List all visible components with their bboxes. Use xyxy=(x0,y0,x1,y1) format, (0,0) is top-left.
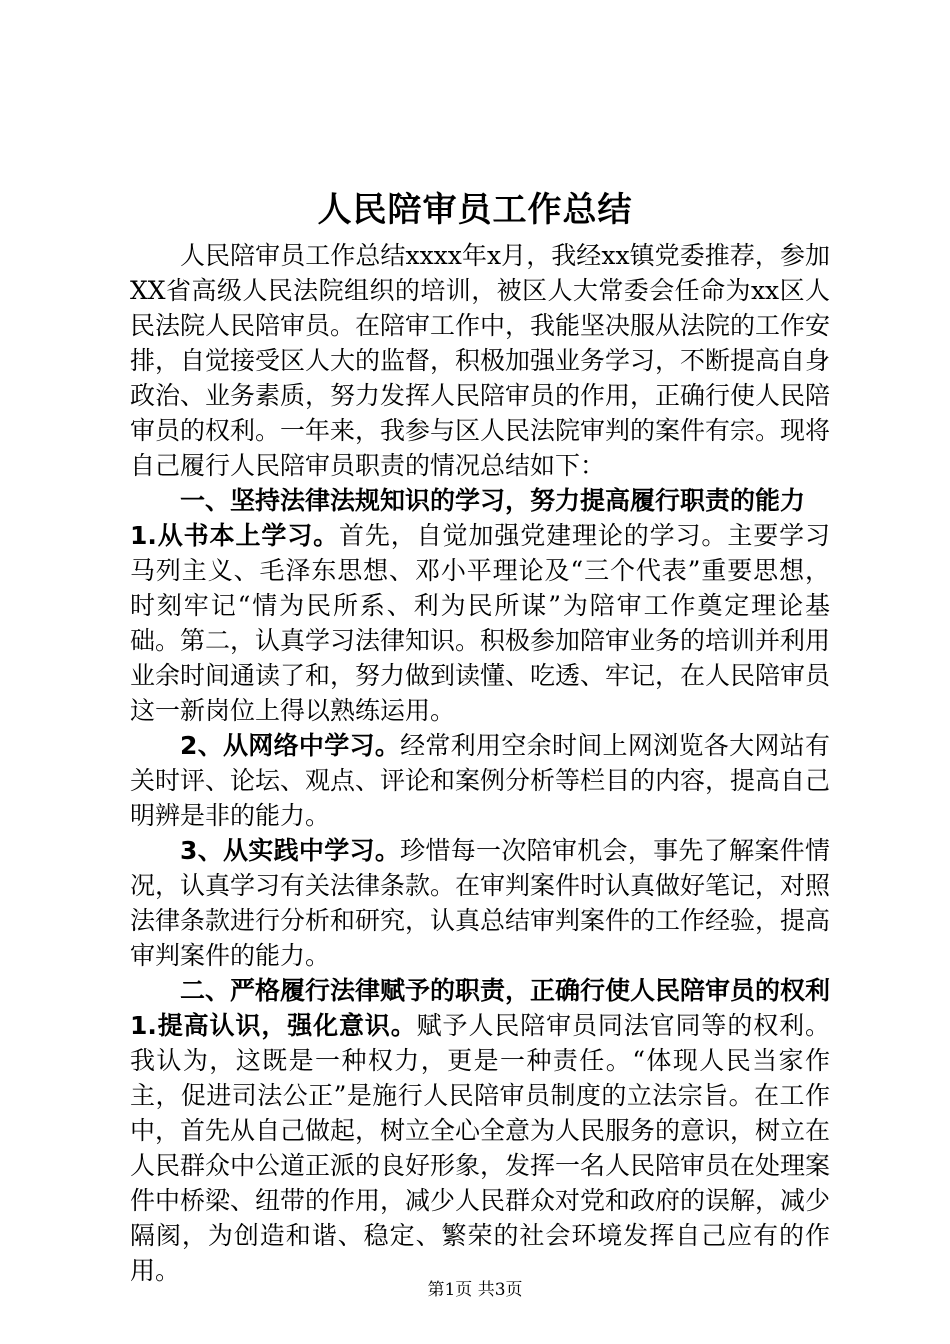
document-title: 人民陪审员工作总结 xyxy=(317,190,633,230)
bold-text-run: 二、严格履行法律赋予的职责，正确行使人民陪审员的权利1.提高认识，强化意识。 xyxy=(130,976,831,1040)
bold-text-run: 2、从网络中学习。 xyxy=(180,731,401,760)
body-paragraph xyxy=(130,483,830,518)
document-body xyxy=(130,238,830,1288)
text-run: 首先，自觉加强党建理论的学习。主要学习马列主义、毛泽东思想、邓小平理论及“三个代表”重要思想，时刻牢记“情为民所系、利为民所谋”为陪审工作奠定理论基础。第二，认真学习法律知识。积极参加陪审业务的培训并利用业余时间通读了和，努力做到读懂、吃透、牢记，在人民陪审员这一新岗位上得以熟练运用。 xyxy=(130,521,831,725)
text-run: 人民陪审员工作总结xxxx年x月，我经xx镇党委推荐，参加XX省高级人民法院组织的培训，被区人大常委会任命为xx区人民法院人民陪审员。在陪审工作中，我能坚决服从法院的工作安排，自觉接受区人大的监督，积极加强业务学习，不断提高自身政治、业务素质，努力发挥人民陪审员的作用，正确行使人民陪审员的权利。一年来，我参与区人民法院审判的案件有宗。现将自己履行人民陪审员职责的情况总结如下： xyxy=(130,241,831,480)
body-paragraph xyxy=(130,833,830,973)
bold-text-run: 一、坚持法律法规知识的学习，努力提高履行职责的能力 xyxy=(180,486,806,515)
page-footer: 第1页 共3页 xyxy=(427,1280,523,1300)
body-paragraph xyxy=(130,238,830,483)
text-run: 赋予人民陪审员同法官同等的权利。我认为，这既是一种权力，更是一种责任。“体现人民当家作主，促进司法公正”是施行人民陪审员制度的立法宗旨。在工作中，首先从自己做起，树立全心全意为人民服务的意识，树立在人民群众中公道正派的良好形象，发挥一名人民陪审员在处理案件中桥梁、纽带的作用，减少人民群众对党和政府的误解，减少隔阂，为创造和谐、稳定、繁荣的社会环境发挥自己应有的作用。 xyxy=(130,1011,831,1285)
bold-text-run: 3、从实践中学习。 xyxy=(180,836,401,865)
body-paragraph xyxy=(130,518,830,728)
body-paragraph xyxy=(130,728,830,833)
text-run: 珍惜每一次陪审机会，事先了解案件情况，认真学习有关法律条款。在审判案件时认真做好笔记，对照法律条款进行分析和研究，认真总结审判案件的工作经验，提高审判案件的能力。 xyxy=(130,836,831,970)
body-paragraph xyxy=(130,973,830,1288)
bold-text-run: 1.从书本上学习。 xyxy=(130,521,339,550)
text-run: 经常利用空余时间上网浏览各大网站有关时评、论坛、观点、评论和案例分析等栏目的内容，提高自己明辨是非的能力。 xyxy=(130,731,831,830)
